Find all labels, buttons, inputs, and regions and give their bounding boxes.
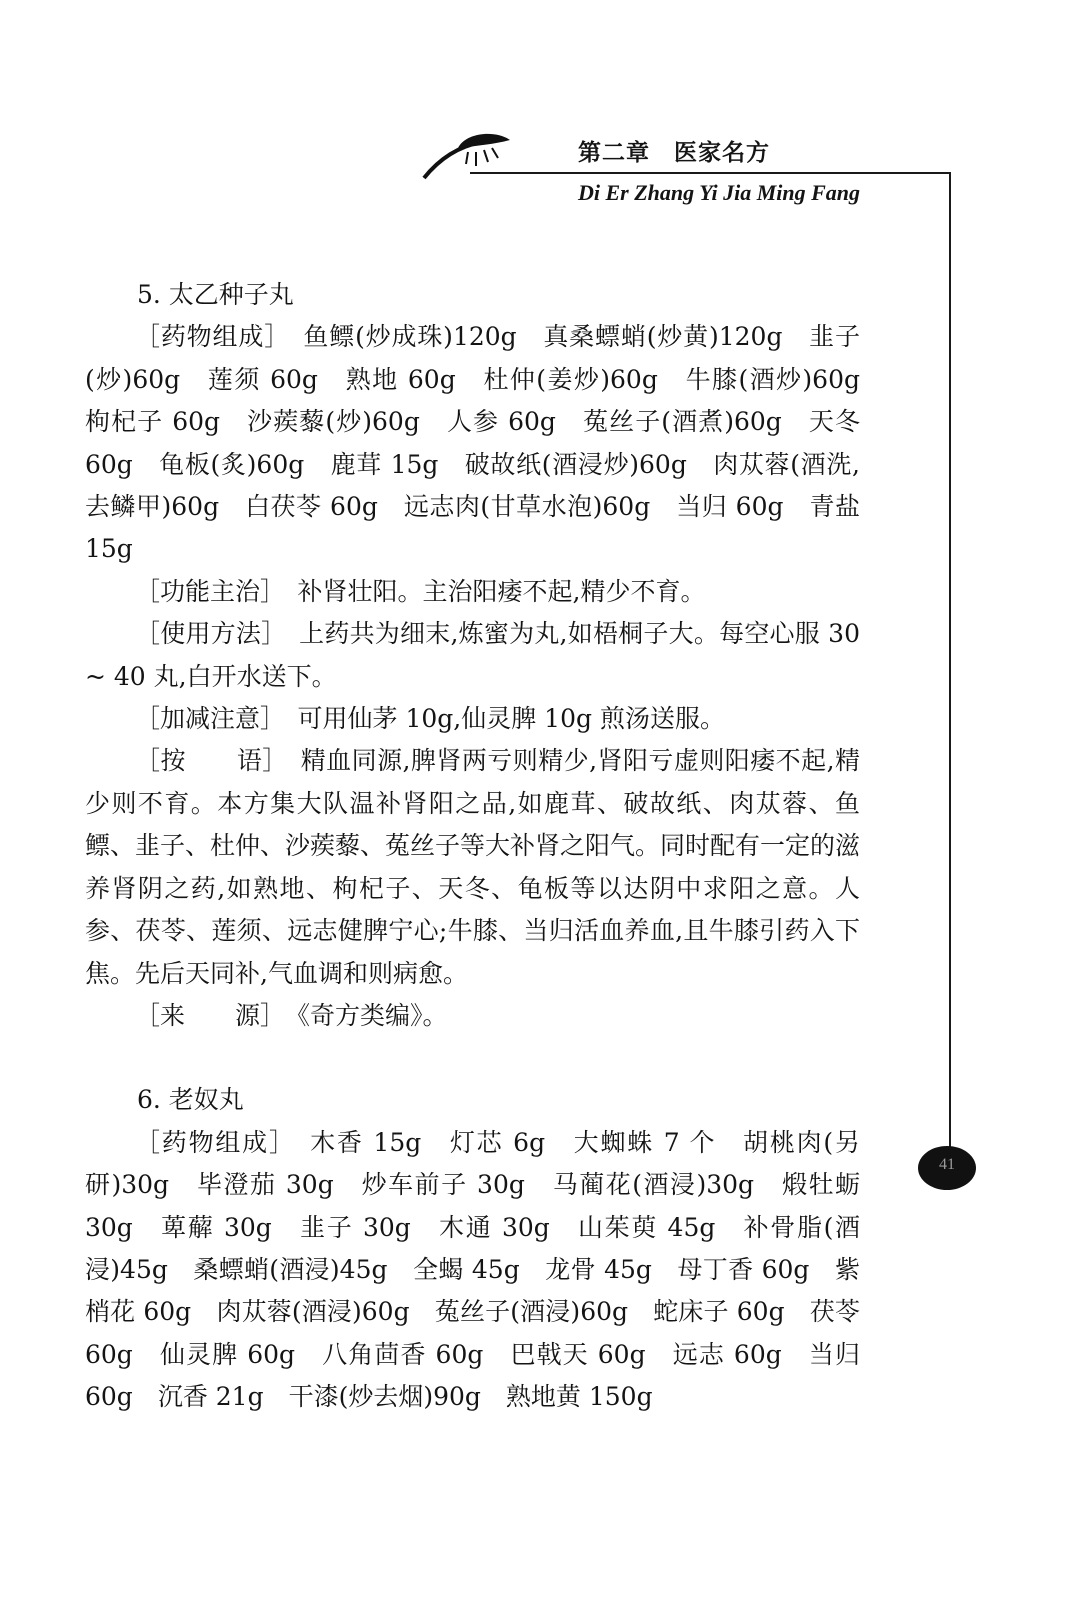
paragraph-text: 可用仙茅 10g,仙灵脾 10g 煎汤送服。 xyxy=(297,704,725,734)
paragraph-usage xyxy=(85,613,860,698)
chapter-title: 第二章 医家名方 xyxy=(578,140,770,166)
chapter-title-pinyin: Di Er Zhang Yi Jia Ming Fang xyxy=(578,180,861,205)
paragraph-label: ［使用方法］ xyxy=(135,619,274,649)
paragraph-label: ［来 源］ xyxy=(135,1000,273,1030)
paragraph-label: ［药物组成］ xyxy=(135,322,278,352)
paragraph-composition xyxy=(85,316,886,570)
side-rule xyxy=(949,172,951,1152)
paragraph-modification xyxy=(85,698,860,740)
page-number-tab xyxy=(918,1146,976,1190)
paragraph-label: ［按 语］ xyxy=(135,746,276,776)
section-title: 5. 太乙种子丸 xyxy=(137,280,294,309)
section-title: 6. 老奴丸 xyxy=(137,1085,244,1115)
paragraph-text: 《奇方类编》。 xyxy=(297,1000,448,1030)
body-text xyxy=(85,274,886,1419)
paragraph-indications xyxy=(85,571,860,613)
paragraph-commentary xyxy=(85,740,860,994)
paragraph-text: 补肾壮阳。主治阳痿不起,精少不育。 xyxy=(297,576,706,606)
paragraph-text: 上药共为细末,炼蜜为丸,如梧桐子大。每空心服 30 ~ 40 丸,白开水送下。 xyxy=(85,619,860,691)
paragraph-label: ［药物组成］ xyxy=(135,1127,284,1157)
paragraph-text: 鱼鳔(炒成珠)120g 真桑螵蛸(炒黄)120g 韭子(炒)60g 莲须 60g 熟地 60g 杜仲(姜炒)60g 牛膝(酒炒)60g 枸杞子 60g 沙蒺藜(炒)60g 人参 60g 菟丝子(酒煮)60g 天冬 60g 龟板(炙)60g 鹿茸 15g 破故纸(酒浸炒)60g 肉苁蓉(酒洗,去鳞甲)60g 白茯苓 60g 远志肉(甘草水泡)60g 当归 60g 青盐 15g xyxy=(85,322,886,564)
paragraph-text: 精血同源,脾肾两亏则精少,肾阳亏虚则阳痿不起,精少则不育。本方集大队温补肾阳之品,如鹿茸、破故纸、肉苁蓉、鱼鳔、韭子、杜仲、沙蒺藜、菟丝子等大补肾之阳气。同时配有一定的滋养肾阴之药,如熟地、枸杞子、天冬、龟板等以达阴中求阳之意。人参、茯苓、莲须、远志健脾宁心;牛膝、当归活血养血,且牛膝引药入下焦。先后天同补,气血调和则病愈。 xyxy=(85,746,861,988)
header-rule xyxy=(470,172,950,174)
lamp-ornament-icon xyxy=(420,128,516,184)
section-spacer xyxy=(85,1037,860,1079)
paragraph-composition xyxy=(85,1122,860,1419)
paragraph-text: 木香 15g 灯芯 6g 大蜘蛛 7 个 胡桃肉(另研)30g 毕澄茄 30g 炒车前子 30g 马蔺花(酒浸)30g 煅牡蛎 30g 萆薢 30g 韭子 30g 木通 30g 山茱萸 45g 补骨脂(酒浸)45g 桑螵蛸(酒浸)45g 全蝎 45g 龙骨 45g 母丁香 60g 紫梢花 60g 肉苁蓉(酒浸)60g 菟丝子(酒浸)60g 蛇床子 60g 茯苓 60g 仙灵脾 60g 八角茴香 60g 巴戟天 60g 远志 60g 当归 60g 沉香 21g 干漆(炒去烟)90g 熟地黄 150g xyxy=(85,1127,860,1412)
paragraph-source xyxy=(85,995,860,1037)
paragraph-label: ［功能主治］ xyxy=(135,576,273,606)
paragraph-label: ［加减注意］ xyxy=(135,704,273,734)
page-number: 41 xyxy=(939,1156,955,1173)
